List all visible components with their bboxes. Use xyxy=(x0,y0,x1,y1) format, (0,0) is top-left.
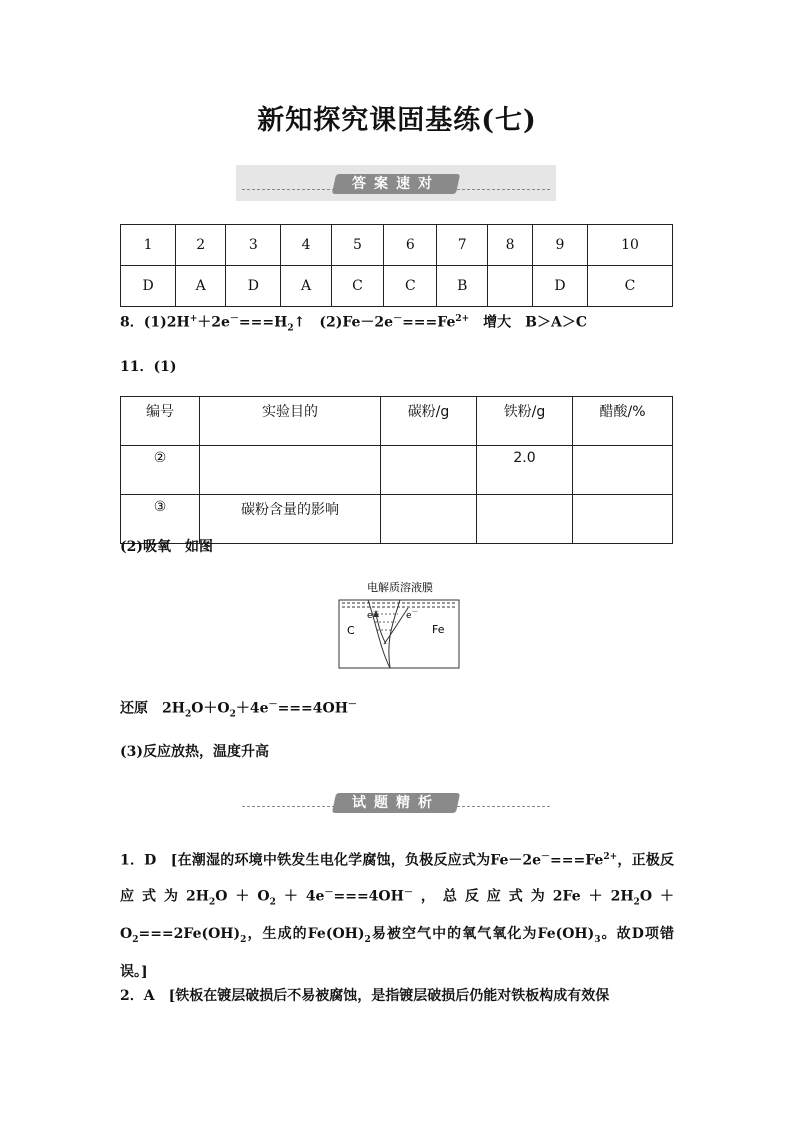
q8-text: ＋2e xyxy=(197,314,230,331)
q8-text: 2+ xyxy=(455,314,470,324)
banner-label: 试题精析 xyxy=(352,795,440,811)
answer-number: 10 xyxy=(588,225,673,266)
explanation-text: 易被空气中的氧气氧化为Fe(OH) xyxy=(370,926,595,943)
q8-text: ===H xyxy=(238,314,288,331)
table-header: 编号 xyxy=(121,397,200,446)
q11-reduction xyxy=(120,697,357,719)
explanation-text: 2 xyxy=(633,897,640,908)
explanation-text: ===Fe xyxy=(550,852,604,869)
explanation-text: 2 xyxy=(132,934,139,945)
explanation-text: 。故D项错误。] xyxy=(120,926,674,980)
answer-number: 3 xyxy=(226,225,281,266)
q11-text: 2 xyxy=(229,709,236,720)
explanation-text: ，总反应式为2Fe＋2H xyxy=(412,888,634,905)
q11-text: － xyxy=(268,700,278,710)
diagram-label-membrane: 电解质溶液膜 xyxy=(367,581,433,594)
explanation-text: ＋4e xyxy=(275,888,325,905)
explanation-text: 2 xyxy=(208,897,216,908)
q11-part3: (3)反应放热，温度升高 xyxy=(120,744,269,760)
answer-value: D xyxy=(121,266,176,307)
explanation-text: 2 xyxy=(269,897,276,908)
table-cell xyxy=(573,446,673,495)
q11-text: － xyxy=(347,700,357,710)
answer-number: 6 xyxy=(384,225,437,266)
q11-text: ===4OH xyxy=(277,700,348,717)
q11-text: 2 xyxy=(184,709,192,720)
q11-part2: (2)吸氧 如图 xyxy=(120,539,213,555)
diagram-label-iron: Fe xyxy=(432,623,445,636)
answer-number: 5 xyxy=(331,225,384,266)
q8-text: ↑ (2)Fe－2e xyxy=(293,314,394,331)
q8-text: 增大 B＞A＞C xyxy=(469,314,588,331)
answer-table-answer-row xyxy=(121,266,673,307)
explanation-text: － xyxy=(324,887,334,898)
q11-text: 还原 2H xyxy=(120,700,185,717)
q11-label: 11．(1) xyxy=(120,359,177,375)
page-title: 新知探究课固基练(七) xyxy=(257,105,537,136)
table-header: 醋酸/% xyxy=(573,397,673,446)
answer-value: C xyxy=(588,266,673,307)
banner-label: 答案速对 xyxy=(352,176,440,192)
answer-number: 7 xyxy=(437,225,488,266)
diagram-label-electron: e－ xyxy=(406,608,419,621)
q8-text: － xyxy=(229,314,239,324)
answer-value: C xyxy=(384,266,437,307)
explanation-2: 2．A [铁板在镀层破损后不易被腐蚀，是指镀层破损后仍能对铁板构成有效保 xyxy=(120,988,610,1004)
corrosion-diagram xyxy=(338,578,462,670)
answer-table-header-row xyxy=(121,225,673,266)
q8-text: 8．(1)2H xyxy=(120,314,190,331)
explanation-text: 2 xyxy=(364,934,371,945)
table-header: 实验目的 xyxy=(200,397,381,446)
table-cell xyxy=(573,495,673,544)
answer-value xyxy=(488,266,533,307)
q8-answer xyxy=(120,311,587,333)
answer-value: C xyxy=(331,266,384,307)
q8-text: 2 xyxy=(287,323,294,334)
explanation-text: ===4OH xyxy=(333,888,404,905)
table-cell xyxy=(200,446,381,495)
table-cell: 2.0 xyxy=(477,446,573,495)
diagram-label-electron: e－ xyxy=(367,608,380,621)
answer-number: 4 xyxy=(281,225,331,266)
experiment-header-row xyxy=(121,397,673,446)
answer-table xyxy=(120,224,673,307)
answer-value: D xyxy=(532,266,587,307)
q8-text: ===Fe xyxy=(402,314,456,331)
answer-number: 8 xyxy=(488,225,533,266)
table-cell xyxy=(477,495,573,544)
table-row xyxy=(121,446,673,495)
table-cell xyxy=(381,446,477,495)
explanation-text: － xyxy=(541,852,551,862)
q8-text: － xyxy=(393,314,403,324)
answer-value: A xyxy=(176,266,226,307)
answer-number: 9 xyxy=(532,225,587,266)
explanation-text: 1．D [在潮湿的环境中铁发生电化学腐蚀，负极反应式为Fe－2e xyxy=(120,852,542,869)
answer-value: D xyxy=(226,266,281,307)
table-header: 铁粉/g xyxy=(477,397,573,446)
explanation-1 xyxy=(120,841,674,988)
diagram-electron-arrow xyxy=(376,614,386,644)
table-cell: ③ xyxy=(121,495,200,544)
explanation-text: ===2Fe(OH) xyxy=(138,926,241,943)
explanation-text: O＋O xyxy=(120,888,674,943)
answer-number: 2 xyxy=(176,225,226,266)
explanation-text: ，正极反应式为2H xyxy=(120,852,674,905)
q11-text: O＋O xyxy=(191,700,230,717)
table-cell: ② xyxy=(121,446,200,495)
explanation-text: O＋O xyxy=(215,888,270,905)
q11-text: ＋4e xyxy=(235,700,269,717)
explanation-text: ，生成的Fe(OH) xyxy=(246,926,365,943)
explanation-text: 2+ xyxy=(603,852,618,862)
explanation-text: － xyxy=(403,887,413,898)
table-cell xyxy=(381,495,477,544)
answers-banner xyxy=(236,165,556,201)
answer-value: B xyxy=(437,266,488,307)
table-cell: 碳粉含量的影响 xyxy=(200,495,381,544)
q8-text: + xyxy=(189,314,198,324)
answer-value: A xyxy=(281,266,331,307)
experiment-table xyxy=(120,396,673,544)
table-header: 碳粉/g xyxy=(381,397,477,446)
analysis-banner xyxy=(236,792,556,814)
explanation-text: 3 xyxy=(594,934,601,945)
explanation-text: 2 xyxy=(240,934,247,945)
answer-number: 1 xyxy=(121,225,176,266)
diagram-label-carbon: C xyxy=(347,624,355,637)
